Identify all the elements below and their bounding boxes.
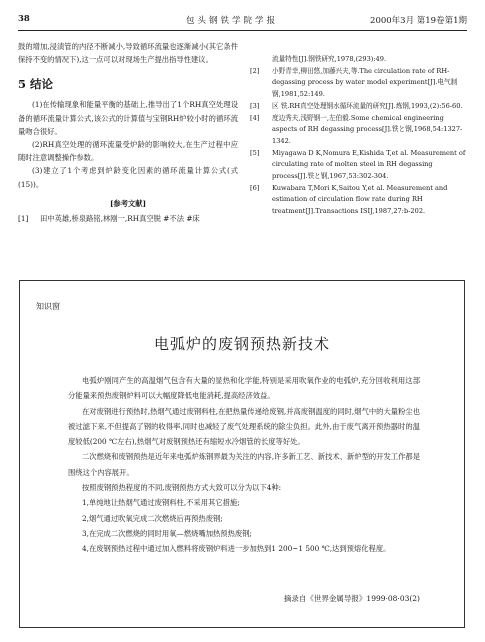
- left-column: [18, 40, 238, 225]
- header-rule: [18, 30, 467, 31]
- box-paragraph: 电弧炉刚同产生的高温烟气包含有大量的显热和化学能,特别是采用吹氧作业的电弧炉,充分回收利用这部分能量来预热废钢炉料可以大幅度降低电能消耗,提高经济效益。: [68, 376, 420, 401]
- reference-number: [4]: [250, 113, 260, 122]
- box-paragraph: 按照废钢预热程度的不同,废钢预热方式大致可以分为以下4种:: [82, 483, 282, 493]
- conclusion-3: (3)建立了1个考虑到炉龄变化因素的循环流量计算公式(式(15))。: [18, 166, 238, 189]
- box-paragraph: 在对废钢进行预热时,热烟气通过废钢料柱,在把热量传递给废钢,并高废钢温度的同时,烟气中的大量粉尘也被过滤下来,不但提高了钢的收得率,同时也减轻了废气处理系统的除尘负担。此外,由于废气离开预热器时的温度较低(200 ℃左右),热烟气对废钢预热还有缩短水冷烟管的长度等好处。: [68, 406, 420, 447]
- knowledge-box-body: [68, 373, 420, 557]
- reference-item: [250, 66, 470, 101]
- reference-text: 度边秀夫,浅野钢一,左伯毅.Some chemical engineering aspects of RH degassing process[J].铁と钢,1968,54:1327-1342.: [272, 113, 463, 145]
- reference-text: 小野青幸,柳田悠,加藤兴夫,等.The circulation rate of RH-degassing process by water model experiment[J].电气制钢,1981,52:149.: [272, 66, 458, 99]
- reference-number: [2]: [250, 66, 260, 75]
- page-number: 38: [18, 14, 30, 24]
- box-list-item: 1,单纯地让热烟气通过废钢料柱,不采用其它措施;: [82, 498, 240, 508]
- page-header: [18, 10, 467, 26]
- knowledge-box-label: 知识窗: [36, 302, 60, 311]
- reference-number: [6]: [250, 183, 260, 192]
- reference-item: [250, 148, 470, 183]
- reference-item: [18, 212, 238, 225]
- reference-item: [250, 183, 470, 218]
- references-heading: [参考文献]: [109, 198, 147, 208]
- reference-text: 区 铁.RH真空处理钢水循环流量的研究[J].炼钢,1993,(2):56-60.: [272, 101, 463, 110]
- knowledge-box-source: 摘录自《世界金属导报》1999·08·03(2): [283, 594, 420, 603]
- issue-date: 2000年3月 第19卷第1期: [370, 16, 467, 26]
- reference-text: 流量特性[J].钢铁研究,1978,(293):49.: [272, 55, 387, 63]
- journal-name: 包头钢铁学院学报: [186, 16, 279, 26]
- reference-number: [5]: [250, 148, 260, 157]
- intro-paragraph: 鼓的增加,浸渍管的内径不断减小,导致循环流量也逐渐减小(其它条件保持不变的情况下),这一点可以对现场生产提出指导性建议。: [18, 42, 238, 65]
- reference-number: [1]: [18, 214, 29, 224]
- conclusion-1: (1)在传输现象和能量平衡的基础上,推导出了1个RH真空处理设备的循环流量计算公式,该公式的计算值与宝钢RH炉较小时的循环流量吻合很好。: [18, 100, 238, 136]
- reference-text: 田中英雄,桥泉路铭,林刚一,RH真空脱 #不法 #床: [40, 214, 200, 224]
- reference-item: [250, 101, 470, 113]
- knowledge-box-title: 电弧炉的废钢预热新技术: [153, 335, 330, 353]
- box-paragraph: 二次燃烧和废钢预热是近年来电弧炉炼钢界最为关注的内容,许多新工艺、新技术、新炉型的开发工作都是围绕这个内容展开。: [68, 452, 420, 477]
- knowledge-box: [19, 280, 465, 628]
- reference-item: [250, 113, 470, 148]
- section-title-conclusion: 5 结论: [18, 77, 54, 92]
- reference-number: [250, 54, 272, 66]
- box-list-item: 3,在完成二次燃烧的同时用氧—燃烧嘴加热预热废钢;: [82, 528, 252, 538]
- reference-number: [3]: [250, 101, 260, 110]
- box-list-item: 2,烟气通过吹氧完成二次燃烧后再预热废钢;: [82, 513, 223, 523]
- box-list-item: 4,在废钢预热过程中通过加入燃料将废钢炉料进一步加热到1 200~1 500 ℃,达到预熔化程度。: [82, 544, 391, 554]
- reference-text: Miyagawa D K,Nomura E,Kishida T,et al. Measurement of circulating rate of molten steel in RH degassing process[J].铁と钢,1967,53:302-304.: [272, 148, 466, 181]
- reference-text: Kuwabara T,Mori K,Saitou Y,et al. Measurement and estimation of circulation flow rate during RH treatment[J].Transactions ISIJ,1987,27:b-202.: [272, 183, 448, 216]
- reference-item: [250, 54, 470, 66]
- right-column: [250, 54, 470, 218]
- conclusion-2: (2)RH真空处理的循环流量受炉龄的影响较大,在生产过程中应随时注意调整操作参数。: [18, 140, 238, 163]
